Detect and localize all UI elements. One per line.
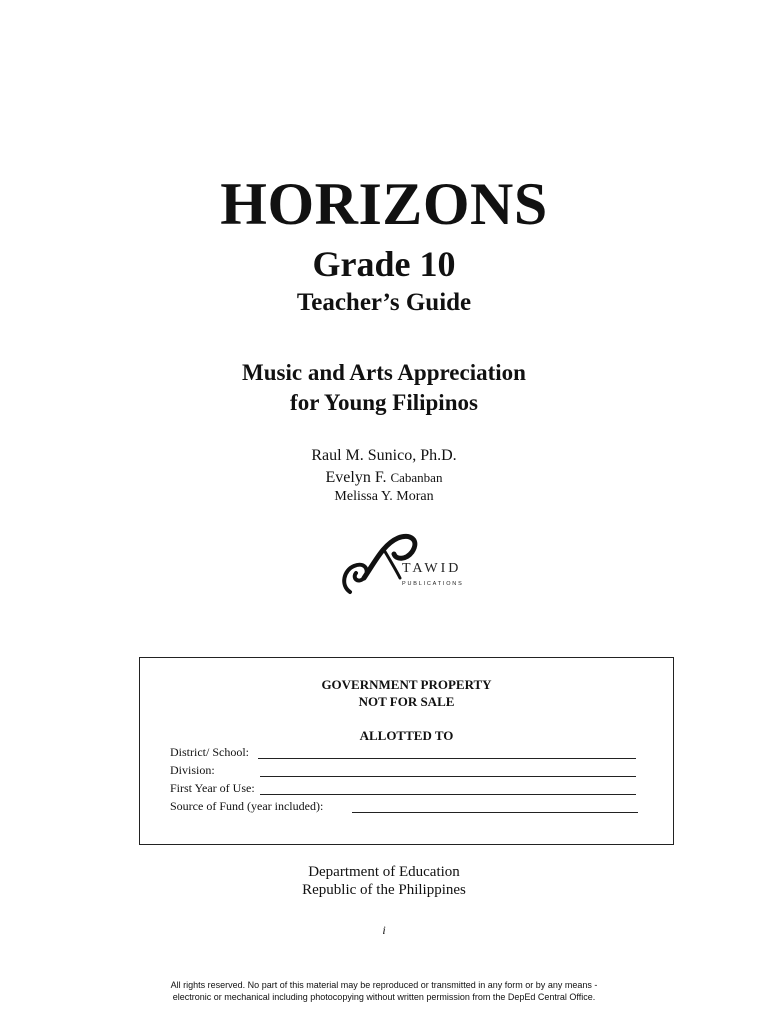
district-school-label: District/ School: xyxy=(170,745,249,759)
tawid-logo-icon xyxy=(340,530,475,602)
property-line-1: GOVERNMENT PROPERTY xyxy=(321,677,492,692)
rights-notice-line-2: electronic or mechanical including photocopying without written permission from the DepEd Central Office. xyxy=(172,992,596,1002)
publisher-sub: PUBLICATIONS xyxy=(402,581,464,587)
author-3: Melissa Y. Moran xyxy=(334,489,434,504)
government-property-box xyxy=(139,657,674,845)
publisher-name: TAWID xyxy=(402,561,462,576)
department-name: Department of Education xyxy=(308,864,460,880)
book-title: HORIZONS xyxy=(220,171,548,237)
guide-type: Teacher’s Guide xyxy=(296,289,472,316)
division-label: Division: xyxy=(170,763,215,777)
page-number: i xyxy=(382,923,386,937)
property-line-2: NOT FOR SALE xyxy=(358,694,455,709)
allotted-heading: ALLOTTED TO xyxy=(359,728,454,743)
first-year-line[interactable] xyxy=(260,794,636,795)
author-2-first: Evelyn F. xyxy=(325,469,387,486)
republic-name: Republic of the Philippines xyxy=(302,882,466,898)
first-year-label: First Year of Use: xyxy=(170,781,255,795)
division-line[interactable] xyxy=(260,776,636,777)
author-1: Raul M. Sunico, Ph.D. xyxy=(311,447,457,464)
grade-level: Grade 10 xyxy=(312,244,456,284)
author-2-last: Cabanban xyxy=(390,470,443,485)
district-school-line[interactable] xyxy=(258,758,636,759)
subject-line-2: for Young Filipinos xyxy=(290,390,478,415)
author-2 xyxy=(0,469,768,487)
source-fund-line[interactable] xyxy=(352,812,638,813)
rights-notice-line-1: All rights reserved. No part of this material may be reproduced or transmitted in any form or by any means - xyxy=(170,980,598,990)
source-fund-label: Source of Fund (year included): xyxy=(170,799,324,813)
subject-line-1: Music and Arts Appreciation xyxy=(242,360,526,385)
